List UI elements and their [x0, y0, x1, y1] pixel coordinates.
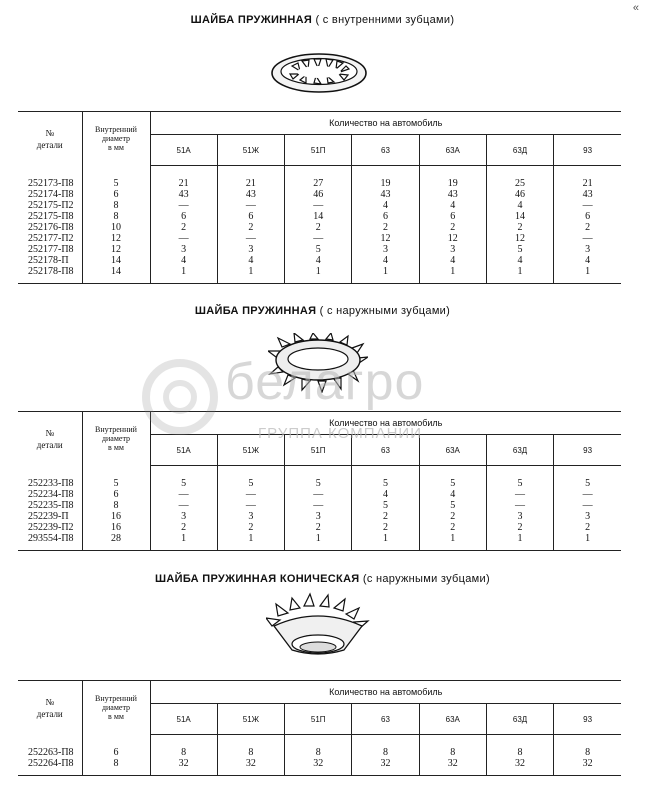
quantity-cell: 1: [285, 533, 352, 551]
quantity-cell: 8: [419, 735, 486, 759]
header-model: 51А: [150, 135, 217, 166]
part-number-cell: 252234-П8: [18, 489, 82, 500]
table-row: [18, 533, 621, 551]
quantity-cell: 43: [419, 189, 486, 200]
quantity-cell: —: [486, 500, 553, 511]
diameter-cell: 14: [82, 266, 150, 284]
section-1-title-bold: ШАЙБА ПРУЖИННАЯ: [190, 14, 313, 26]
header-model: 51Ж: [217, 704, 284, 735]
part-number-cell: 252235-П8: [18, 500, 82, 511]
header-quantity: Количество на автомобиль: [150, 681, 621, 704]
quantity-cell: 3: [150, 244, 217, 255]
quantity-cell: 32: [217, 758, 284, 776]
table-row: [18, 758, 621, 776]
quantity-cell: —: [285, 489, 352, 500]
table-row: [18, 211, 621, 222]
diameter-cell: 6: [82, 489, 150, 500]
quantity-cell: 2: [585, 522, 591, 533]
quantity-cell: 8: [352, 735, 419, 759]
quantity-cell: —: [150, 200, 217, 211]
quantity-cell: 1: [352, 266, 419, 284]
part-number-cell: 252175-П8: [18, 211, 82, 222]
quantity-cell: 5: [285, 244, 352, 255]
quantity-cell: 32: [150, 758, 217, 776]
quantity-cell: 2: [285, 522, 352, 533]
quantity-cell: 6: [352, 211, 419, 222]
quantity-cell: 8: [285, 735, 352, 759]
quantity-cell: —: [285, 233, 352, 244]
table-row: [18, 489, 621, 500]
quantity-cell: 5: [419, 500, 486, 511]
header-model: 51П: [285, 435, 352, 466]
watermark-brand: белагро: [225, 353, 425, 411]
header-quantity: Количество на автомобиль: [150, 412, 621, 435]
section-3-title: [0, 573, 645, 585]
quantity-cell: 5: [419, 466, 486, 490]
quantity-cell: 2: [419, 522, 486, 533]
diameter-cell: 8: [82, 211, 150, 222]
header-model: 63: [352, 704, 419, 735]
header-model: 63А: [419, 704, 486, 735]
table-row: [18, 500, 621, 511]
quantity-cell: —: [582, 500, 593, 511]
header-diameter: Внутренний диаметр в мм: [82, 112, 150, 166]
part-number-cell: 252239-П: [18, 511, 82, 522]
quantity-cell: 2: [486, 522, 553, 533]
quantity-cell: 3: [419, 244, 486, 255]
quantity-cell: 6: [217, 211, 284, 222]
quantity-cell: 5: [486, 466, 553, 490]
quantity-cell: 3: [585, 244, 591, 255]
table-row: [18, 511, 621, 522]
quantity-cell: 4: [352, 489, 419, 500]
quantity-cell: 5: [352, 466, 419, 490]
quantity-cell: 8: [217, 735, 284, 759]
table-row: [18, 189, 621, 200]
quantity-cell: 32: [352, 758, 419, 776]
section-2-title-bold: ШАЙБА ПРУЖИННАЯ: [194, 305, 317, 317]
quantity-cell: 32: [285, 758, 352, 776]
header-model: 51Ж: [217, 135, 284, 166]
quantity-cell: 4: [486, 255, 553, 266]
diameter-cell: 28: [82, 533, 150, 551]
table-row: [18, 522, 621, 533]
quantity-cell: —: [150, 233, 217, 244]
quantity-cell: 6: [585, 211, 591, 222]
quantity-cell: 25: [486, 166, 553, 190]
header-part-no: № детали: [18, 112, 82, 166]
quantity-cell: —: [486, 489, 553, 500]
diameter-cell: 10: [82, 222, 150, 233]
quantity-cell: 3: [585, 511, 591, 522]
quantity-cell: 1: [285, 266, 352, 284]
quantity-cell: —: [582, 200, 593, 211]
watermark-subtitle: ГРУППА КОМПАНИИ: [258, 425, 422, 442]
quantity-cell: 43: [217, 189, 284, 200]
header-model: 63А: [419, 435, 486, 466]
table-row: [18, 735, 621, 759]
diameter-cell: 8: [82, 758, 150, 776]
quantity-cell: 3: [285, 511, 352, 522]
quantity-cell: 4: [217, 255, 284, 266]
section-3-title-bold: ШАЙБА ПРУЖИННАЯ КОНИЧЕСКАЯ: [155, 573, 360, 585]
quantity-cell: 1: [217, 266, 284, 284]
quantity-cell: 1: [150, 266, 217, 284]
header-model: 63Д: [486, 435, 553, 466]
header-model: 63: [352, 135, 419, 166]
quantity-cell: 6: [150, 211, 217, 222]
header-model: 51Ж: [217, 435, 284, 466]
quantity-cell: —: [217, 500, 284, 511]
section-2-title-rest: ( с наружными зубцами): [316, 305, 451, 317]
quantity-cell: 2: [419, 222, 486, 233]
header-part-no: № детали: [18, 412, 82, 466]
table-row: [18, 222, 621, 233]
quantity-cell: 4: [419, 489, 486, 500]
quantity-cell: 32: [554, 758, 621, 776]
table-row: [18, 166, 621, 190]
header-quantity: Количество на автомобиль: [150, 112, 621, 135]
section-1-title: [0, 14, 645, 26]
section-1-table: [18, 111, 621, 284]
quantity-cell: 4: [150, 255, 217, 266]
quantity-cell: 1: [554, 533, 621, 551]
header-model: 63: [352, 435, 419, 466]
header-model: 93: [554, 435, 621, 466]
header-model: 63А: [419, 135, 486, 166]
quantity-cell: 1: [486, 533, 553, 551]
quantity-cell: —: [217, 233, 284, 244]
quantity-cell: 4: [352, 200, 419, 211]
quantity-cell: 3: [217, 244, 284, 255]
diameter-cell: 8: [82, 200, 150, 211]
diameter-cell: 5: [82, 166, 150, 190]
quantity-cell: 43: [352, 189, 419, 200]
quantity-cell: 21: [582, 178, 593, 189]
quantity-cell: 46: [486, 189, 553, 200]
quantity-cell: 4: [419, 200, 486, 211]
diameter-cell: 5: [82, 466, 150, 490]
quantity-cell: 32: [419, 758, 486, 776]
quantity-cell: 2: [352, 511, 419, 522]
table-row: [18, 266, 621, 284]
header-diameter: Внутренний диаметр в мм: [82, 412, 150, 466]
quantity-cell: —: [217, 200, 284, 211]
quantity-cell: 1: [419, 266, 486, 284]
section-3-title-rest: (с наружными зубцами): [359, 573, 490, 585]
quantity-cell: —: [285, 500, 352, 511]
part-number-cell: 252173-П8: [18, 166, 82, 190]
quantity-cell: 2: [585, 222, 591, 233]
quantity-cell: 2: [150, 522, 217, 533]
quantity-cell: 21: [150, 166, 217, 190]
section-2-title: [0, 305, 645, 317]
conical-washer-illustration: [266, 592, 370, 662]
quantity-cell: 5: [486, 244, 553, 255]
quantity-cell: 1: [217, 533, 284, 551]
part-number-cell: 252178-П8: [18, 266, 82, 284]
diameter-cell: 16: [82, 511, 150, 522]
quantity-cell: 5: [352, 500, 419, 511]
internal-tooth-washer-illustration: [270, 52, 368, 94]
quantity-cell: 12: [352, 233, 419, 244]
part-number-cell: 252177-П8: [18, 244, 82, 255]
header-model: 93: [554, 135, 621, 166]
quantity-cell: 1: [486, 266, 553, 284]
part-number-cell: 252177-П2: [18, 233, 82, 244]
table-row: [18, 255, 621, 266]
quantity-cell: 3: [217, 511, 284, 522]
quantity-cell: 3: [352, 244, 419, 255]
part-number-cell: 252263-П8: [18, 735, 82, 759]
quantity-cell: 2: [150, 222, 217, 233]
part-number-cell: 252178-П: [18, 255, 82, 266]
quantity-cell: —: [582, 489, 593, 500]
table-row: [18, 244, 621, 255]
part-number-cell: 252175-П2: [18, 200, 82, 211]
table-row: [18, 233, 621, 244]
quantity-cell: 5: [585, 478, 591, 489]
header-model: 63Д: [486, 135, 553, 166]
quantity-cell: 1: [554, 266, 621, 284]
quantity-cell: 14: [285, 211, 352, 222]
quantity-cell: 32: [486, 758, 553, 776]
part-number-cell: 252174-П8: [18, 189, 82, 200]
quantity-cell: 6: [419, 211, 486, 222]
quantity-cell: 14: [486, 211, 553, 222]
quantity-cell: 3: [486, 511, 553, 522]
quantity-cell: 4: [419, 255, 486, 266]
table-row: [18, 200, 621, 211]
quantity-cell: 4: [352, 255, 419, 266]
header-diameter: Внутренний диаметр в мм: [82, 681, 150, 735]
quantity-cell: 2: [419, 511, 486, 522]
quantity-cell: 8: [150, 735, 217, 759]
quantity-cell: 5: [150, 466, 217, 490]
diameter-cell: 6: [82, 735, 150, 759]
quantity-cell: 5: [217, 466, 284, 490]
quantity-cell: 27: [285, 166, 352, 190]
part-number-cell: 252239-П2: [18, 522, 82, 533]
quantity-cell: 5: [285, 466, 352, 490]
header-model: 51П: [285, 704, 352, 735]
diameter-cell: 8: [82, 500, 150, 511]
quantity-cell: 4: [486, 200, 553, 211]
part-number-cell: 252233-П8: [18, 466, 82, 490]
header-model: 93: [554, 704, 621, 735]
quantity-cell: 1: [419, 533, 486, 551]
diameter-cell: 14: [82, 255, 150, 266]
diameter-cell: 6: [82, 189, 150, 200]
quantity-cell: 43: [582, 189, 593, 200]
quantity-cell: 8: [486, 735, 553, 759]
quantity-cell: —: [150, 500, 217, 511]
section-3-table: [18, 680, 621, 776]
quantity-cell: —: [150, 489, 217, 500]
quantity-cell: 3: [150, 511, 217, 522]
diameter-cell: 16: [82, 522, 150, 533]
quantity-cell: 12: [419, 233, 486, 244]
quantity-cell: 19: [352, 166, 419, 190]
part-number-cell: 293554-П8: [18, 533, 82, 551]
quantity-cell: 2: [217, 222, 284, 233]
quantity-cell: 2: [486, 222, 553, 233]
quantity-cell: 2: [352, 222, 419, 233]
quantity-cell: 8: [585, 747, 591, 758]
header-part-no: № детали: [18, 681, 82, 735]
header-model: 51А: [150, 704, 217, 735]
quantity-cell: 2: [285, 222, 352, 233]
section-1-title-rest: ( с внутренними зубцами): [312, 14, 455, 26]
quantity-cell: 46: [285, 189, 352, 200]
quantity-cell: 21: [217, 166, 284, 190]
diameter-cell: 12: [82, 244, 150, 255]
header-model: 51А: [150, 435, 217, 466]
part-number-cell: 252264-П8: [18, 758, 82, 776]
quantity-cell: 12: [486, 233, 553, 244]
corner-mark: «: [632, 2, 639, 14]
header-model: 51П: [285, 135, 352, 166]
header-model: 63Д: [486, 704, 553, 735]
quantity-cell: 1: [352, 533, 419, 551]
quantity-cell: 1: [150, 533, 217, 551]
quantity-cell: 4: [285, 255, 352, 266]
quantity-cell: 2: [217, 522, 284, 533]
quantity-cell: 43: [150, 189, 217, 200]
diameter-cell: 12: [82, 233, 150, 244]
table-row: [18, 466, 621, 490]
part-number-cell: 252176-П8: [18, 222, 82, 233]
quantity-cell: 4: [585, 255, 591, 266]
quantity-cell: —: [582, 233, 593, 244]
quantity-cell: 2: [352, 522, 419, 533]
quantity-cell: 19: [419, 166, 486, 190]
quantity-cell: —: [217, 489, 284, 500]
quantity-cell: —: [285, 200, 352, 211]
